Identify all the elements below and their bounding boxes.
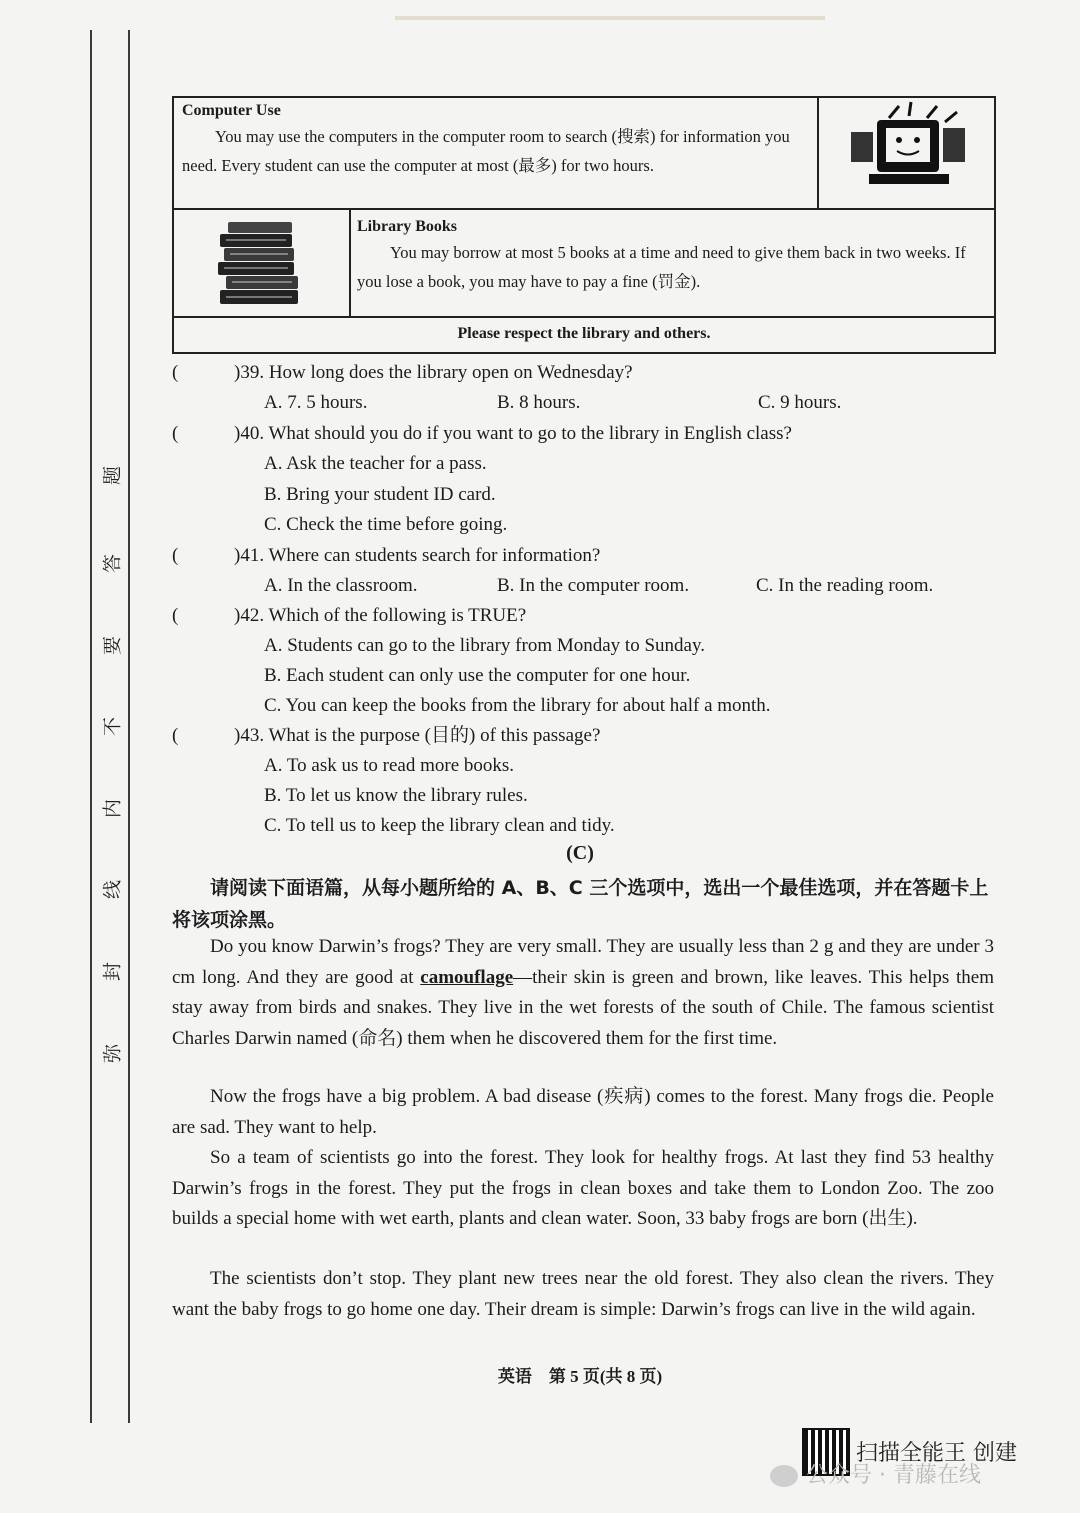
books-icon [174,208,347,314]
section-c-title: (C) [566,842,594,864]
option: B. 8 hours. [497,392,581,413]
library-books-body: You may borrow at most 5 books at a time and need to give them back in two weeks. If you lose a book, you may have to pay a fine (罚金). [357,243,966,291]
question-43: ( )43. What is the purpose (目的) of this passage? [172,725,601,746]
option: B. Bring your student ID card. [264,484,496,505]
section-c-instruction: 请阅读下面语篇，从每小题所给的 A、B、C 三个选项中，选出一个最佳选项，并在答题卡上将该项涂黑。 [172,877,989,931]
question-39: ( )39. How long does the library open on Wednesday? [172,362,633,383]
question-text: )41. Where can students search for information? [234,545,601,566]
seal-char: 不 [101,717,124,737]
library-notice-table [172,96,996,354]
page-footer: 英语 第 5 页(共 8 页) [497,1367,663,1386]
computer-image-cell [819,98,994,208]
passage-paragraph-4: The scientists don’t stop. They plant new trees near the old forest. They also clean the rivers. They want the baby frogs to go home one day. Their dream is simple: Darwin’s frogs can live in the wild again. [172,1268,994,1320]
question-42: ( )42. Which of the following is TRUE? [172,605,527,626]
binding-line-outer [90,30,92,1423]
option: A. To ask us to read more books. [264,755,515,776]
wechat-icon [770,1465,798,1487]
seal-char: 题 [101,466,124,486]
notice-footer: Please respect the library and others. [457,325,711,342]
watermark: 公众号 · 青藤在线 [770,1458,981,1489]
option: C. 9 hours. [758,392,842,413]
books-image-cell [174,208,351,316]
library-books-cell [349,208,994,316]
library-books-title: Library Books [357,218,458,235]
library-books-row [174,208,994,318]
option: C. You can keep the books from the library for about half a month. [264,695,771,716]
option: B. In the computer room. [497,575,690,596]
question-40: ( )40. What should you do if you want to go to the library in English class? [172,423,792,444]
seal-char: 内 [101,799,124,819]
passage-paragraph-2: Now the frogs have a big problem. A bad disease (疾病) comes to the forest. Many frogs die. People are sad. They want to help. [172,1086,994,1138]
seal-char: 要 [101,636,124,656]
option: A. Students can go to the library from Monday to Sunday. [264,635,705,656]
computer-use-title: Computer Use [182,102,281,119]
computer-icon [819,98,995,206]
option: A. In the classroom. [264,575,418,596]
passage-paragraph-1: Do you know Darwin’s frogs? They are very small. They are usually less than 2 g and they are under 3 cm long. And they are good at camouflage—their skin is green and brown, like leaves. This helps them stay away from birds and snakes. They live in the wet forests of the south of Chile. The famous scientist Charles Darwin named (命名) them when he discovered them for the first time. [172,936,994,1049]
question-text: )40. What should you do if you want to go to the library in English class? [234,423,792,444]
binding-line-inner [128,30,130,1423]
computer-use-body: You may use the computers in the computer room to search (搜索) for information you need. Every student can use the computer at most (最多) for two hours. [182,127,790,175]
option: B. Each student can only use the computer for one hour. [264,665,691,686]
question-text: )43. What is the purpose (目的) of this passage? [234,725,601,746]
option: C. In the reading room. [756,575,934,596]
top-smudge [395,16,825,20]
option: B. To let us know the library rules. [264,785,528,806]
camouflage-word: camouflage [420,966,514,988]
seal-char: 封 [101,962,124,982]
scanner-credit: 扫描全能王 创建 [856,1441,1017,1466]
option: A. 7. 5 hours. [264,392,368,413]
option: C. Check the time before going. [264,514,508,535]
computer-use-cell [174,98,819,208]
computer-use-row [174,98,994,210]
question-text: )42. Which of the following is TRUE? [234,605,527,626]
seal-char: 线 [101,880,124,900]
question-text: )39. How long does the library open on Wednesday? [234,362,633,383]
seal-char: 弥 [101,1044,124,1064]
question-41: ( )41. Where can students search for information? [172,545,601,566]
option: A. Ask the teacher for a pass. [264,453,487,474]
option: C. To tell us to keep the library clean and tidy. [264,815,615,836]
seal-char: 答 [101,554,124,574]
passage-paragraph-3: So a team of scientists go into the forest. They look for healthy frogs. At last they find 53 healthy Darwin’s frogs in the forest. They put the frogs in clean boxes and take them to London Zoo. The zoo builds a special home with wet earth, plants and clean water. Soon, 33 baby frogs are born (出生). [172,1147,994,1229]
